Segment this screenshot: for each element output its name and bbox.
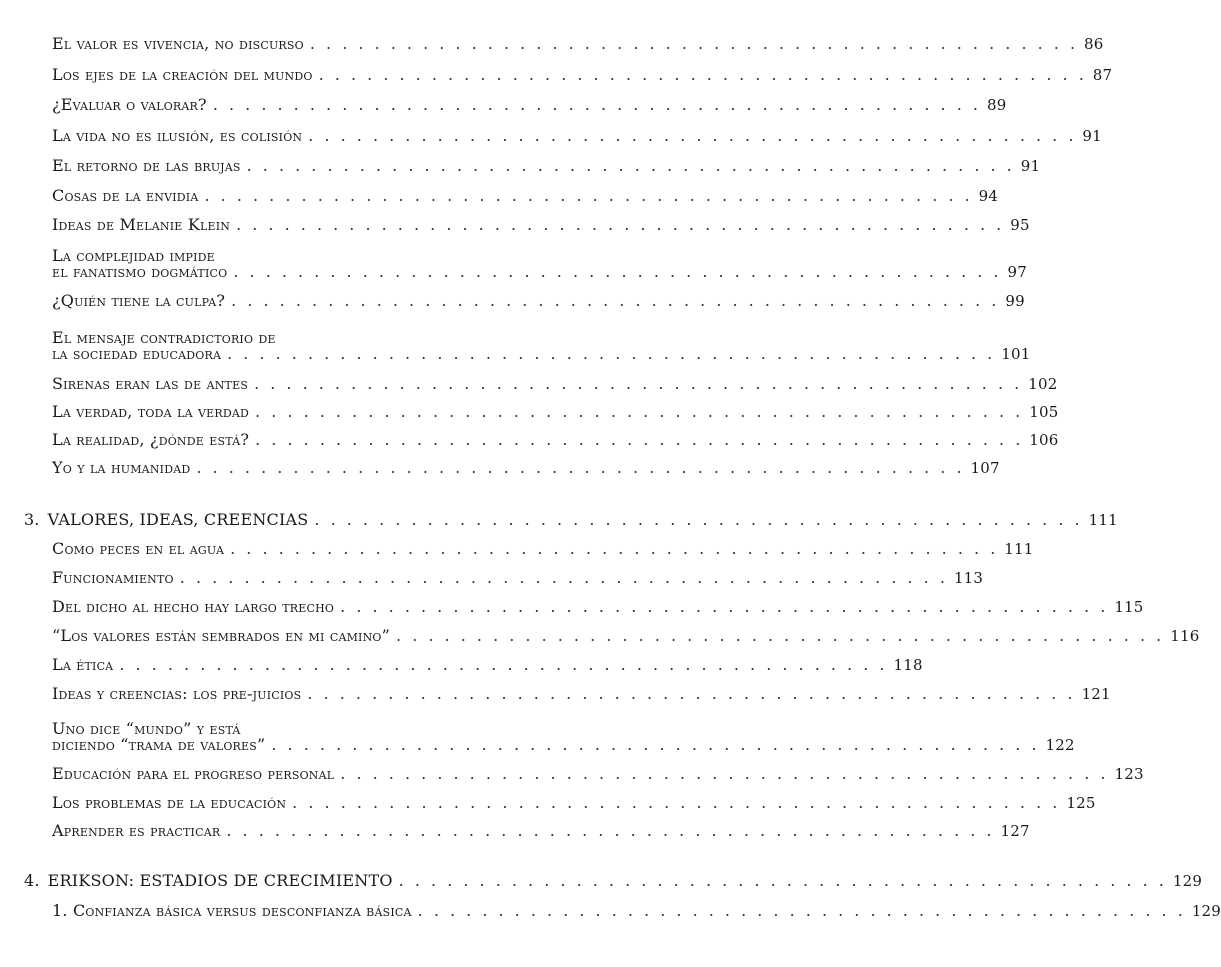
page-number: 89 xyxy=(986,96,1007,114)
page-number: 111 xyxy=(1004,540,1034,558)
entry-title-line1: La complejidad impide xyxy=(52,246,215,265)
page-number: 127 xyxy=(1000,822,1030,840)
page-number: 118 xyxy=(893,656,923,674)
entry-title: Aprender es practicar xyxy=(52,821,221,840)
chapter-number: 4. xyxy=(24,871,40,890)
entry-title: ¿Quién tiene la culpa? xyxy=(52,291,226,310)
entry-title: el fanatismo dogmático xyxy=(52,262,228,281)
leader-dots: . . . . . . . . . . . . . . . . . . . . . . . . . . . . . . . . . . . . . . . . . . . . . . . . xyxy=(119,655,888,674)
page-number: 122 xyxy=(1045,736,1075,754)
entry-title: Sirenas eran las de antes xyxy=(52,374,249,393)
leader-dots: . . . . . . . . . . . . . . . . . . . . . . . . . . . . . . . . . . . . . . . . . . . . . . . . xyxy=(340,764,1109,783)
leader-dots: . . . . . . . . . . . . . . . . . . . . . . . . . . . . . . . . . . . . . . . . . . . . . . . . xyxy=(318,65,1087,84)
leader-dots: . . . . . . . . . . . . . . . . . . . . . . . . . . . . . . . . . . . . . . . . . . . . . . . . xyxy=(307,684,1076,703)
leader-dots: . . . . . . . . . . . . . . . . . . . . . . . . . . . . . . . . . . . . . . . . . . . . . . . . xyxy=(255,430,1024,449)
page-number: 113 xyxy=(953,569,984,587)
page-number: 129 xyxy=(1191,902,1221,920)
page-number: 107 xyxy=(970,459,1000,477)
leader-dots: . . . . . . . . . . . . . . . . . . . . . . . . . . . . . . . . . . . . . . . . . . . . . . . . xyxy=(246,156,1015,175)
chapter-title xyxy=(24,871,393,891)
page-number: 102 xyxy=(1028,375,1058,393)
page-number: 105 xyxy=(1029,403,1059,421)
entry-title: Cosas de la envidia xyxy=(52,186,199,205)
entry-title: “Los valores están sembrados en mi camino” xyxy=(52,626,391,645)
entry-title: Ideas de Melanie Klein xyxy=(52,215,231,234)
leader-dots: . . . . . . . . . . . . . . . . . . . . . . . . . . . . . . . . . . . . . . . . . . . . . . . . xyxy=(314,510,1083,529)
leader-dots: . . . . . . . . . . . . . . . . . . . . . . . . . . . . . . . . . . . . . . . . . . . . . . . . xyxy=(309,34,1079,53)
entry-title: Como peces en el agua xyxy=(52,539,225,558)
leader-dots: . . . . . . . . . . . . . . . . . . . . . . . . . . . . . . . . . . . . . . . . . . . . . . . . xyxy=(236,215,1005,234)
chapter-title xyxy=(24,510,308,530)
leader-dots: . . . . . . . . . . . . . . . . . . . . . . . . . . . . . . . . . . . . . . . . . . . . . . . . xyxy=(398,871,1167,890)
entry-title: Los ejes de la creación del mundo xyxy=(52,65,313,84)
chapter-number: 3. xyxy=(24,510,40,529)
page-number: 86 xyxy=(1084,35,1104,53)
leader-dots: . . . . . . . . . . . . . . . . . . . . . . . . . . . . . . . . . . . . . . . . . . . . . . . . xyxy=(233,262,1002,281)
chapter-title-text: VALORES, IDEAS, CREENCIAS xyxy=(47,510,309,529)
entry-title: El retorno de las brujas xyxy=(52,156,241,175)
entry-title-line1: Uno dice “mundo” y está xyxy=(52,719,241,738)
leader-dots: . . . . . . . . . . . . . . . . . . . . . . . . . . . . . . . . . . . . . . . . . . . . . . . . xyxy=(340,597,1109,616)
entry-title: La verdad, toda la verdad xyxy=(52,402,250,421)
page-number: 99 xyxy=(1005,292,1025,310)
page-number: 125 xyxy=(1066,794,1096,812)
page-number: 123 xyxy=(1114,765,1144,783)
leader-dots: . . . . . . . . . . . . . . . . . . . . . . . . . . . . . . . . . . . . . . . . . . . . . . . . xyxy=(292,793,1061,812)
page-number: 115 xyxy=(1114,598,1144,616)
leader-dots: . . . . . . . . . . . . . . . . . . . . . . . . . . . . . . . . . . . . . . . . . . . . . . . . xyxy=(254,374,1023,393)
entry-title: 1. Confianza básica versus desconfianza básica xyxy=(52,901,412,920)
entry-title: La ética xyxy=(52,655,114,674)
page-number: 95 xyxy=(1010,216,1030,234)
leader-dots: . . . . . . . . . . . . . . . . . . . . . . . . . . . . . . . . . . . . . . . . . . . . . . . . xyxy=(255,402,1024,421)
page-number: 111 xyxy=(1088,511,1118,529)
page-number: 91 xyxy=(1082,127,1102,145)
page-number: 97 xyxy=(1007,263,1028,281)
leader-dots: . . . . . . . . . . . . . . . . . . . . . . . . . . . . . . . . . . . . . . . . . . . . . . . . xyxy=(417,901,1186,920)
entry-title: Educación para el progreso personal xyxy=(52,764,335,783)
entry-title: El valor es vivencia, no discurso xyxy=(52,34,304,53)
leader-dots: . . . . . . . . . . . . . . . . . . . . . . . . . . . . . . . . . . . . . . . . . . . . . . . . xyxy=(230,539,999,558)
leader-dots: . . . . . . . . . . . . . . . . . . . . . . . . . . . . . . . . . . . . . . . . . . . . . . . . xyxy=(396,626,1165,645)
entry-title: diciendo “trama de valores” xyxy=(52,735,266,754)
entry-title: la sociedad educadora xyxy=(52,344,222,363)
leader-dots: . . . . . . . . . . . . . . . . . . . . . . . . . . . . . . . . . . . . . . . . . . . . . . . . xyxy=(226,821,995,840)
page-number: 91 xyxy=(1020,157,1041,175)
chapter-title-text: ERIKSON: ESTADIOS DE CRECIMIENTO xyxy=(47,871,393,890)
leader-dots: . . . . . . . . . . . . . . . . . . . . . . . . . . . . . . . . . . . . . . . . . . . . . . . . xyxy=(231,291,1000,310)
leader-dots: . . . . . . . . . . . . . . . . . . . . . . . . . . . . . . . . . . . . . . . . . . . . . . . . xyxy=(179,568,948,587)
entry-title: Del dicho al hecho hay largo trecho xyxy=(52,597,335,616)
leader-dots: . . . . . . . . . . . . . . . . . . . . . . . . . . . . . . . . . . . . . . . . . . . . . . . . xyxy=(227,344,996,363)
entry-title-line1: El mensaje contradictorio de xyxy=(52,328,276,347)
page-number: 87 xyxy=(1092,66,1113,84)
leader-dots: . . . . . . . . . . . . . . . . . . . . . . . . . . . . . . . . . . . . . . . . . . . . . . . . xyxy=(196,458,965,477)
leader-dots: . . . . . . . . . . . . . . . . . . . . . . . . . . . . . . . . . . . . . . . . . . . . . . . . xyxy=(212,95,981,114)
page-number: 116 xyxy=(1170,627,1200,645)
entry-title: Ideas y creencias: los pre-juicios xyxy=(52,684,302,703)
entry-title: ¿Evaluar o valorar? xyxy=(52,95,207,114)
leader-dots: . . . . . . . . . . . . . . . . . . . . . . . . . . . . . . . . . . . . . . . . . . . . . . . . xyxy=(308,126,1077,145)
entry-title: Los problemas de la educación xyxy=(52,793,287,812)
entry-title: Yo y la humanidad xyxy=(52,458,191,477)
entry-title: Funcionamiento xyxy=(52,568,174,587)
page-number: 106 xyxy=(1029,431,1059,449)
entry-title: La vida no es ilusión, es colisión xyxy=(52,126,303,145)
page-number: 94 xyxy=(978,187,999,205)
leader-dots: . . . . . . . . . . . . . . . . . . . . . . . . . . . . . . . . . . . . . . . . . . . . . . . . xyxy=(204,186,973,205)
entry-title: La realidad, ¿dónde está? xyxy=(52,430,250,449)
page-number: 101 xyxy=(1001,345,1031,363)
page-number: 129 xyxy=(1172,872,1203,890)
leader-dots: . . . . . . . . . . . . . . . . . . . . . . . . . . . . . . . . . . . . . . . . . . . . . . . . xyxy=(271,735,1040,754)
page-number: 121 xyxy=(1081,685,1111,703)
